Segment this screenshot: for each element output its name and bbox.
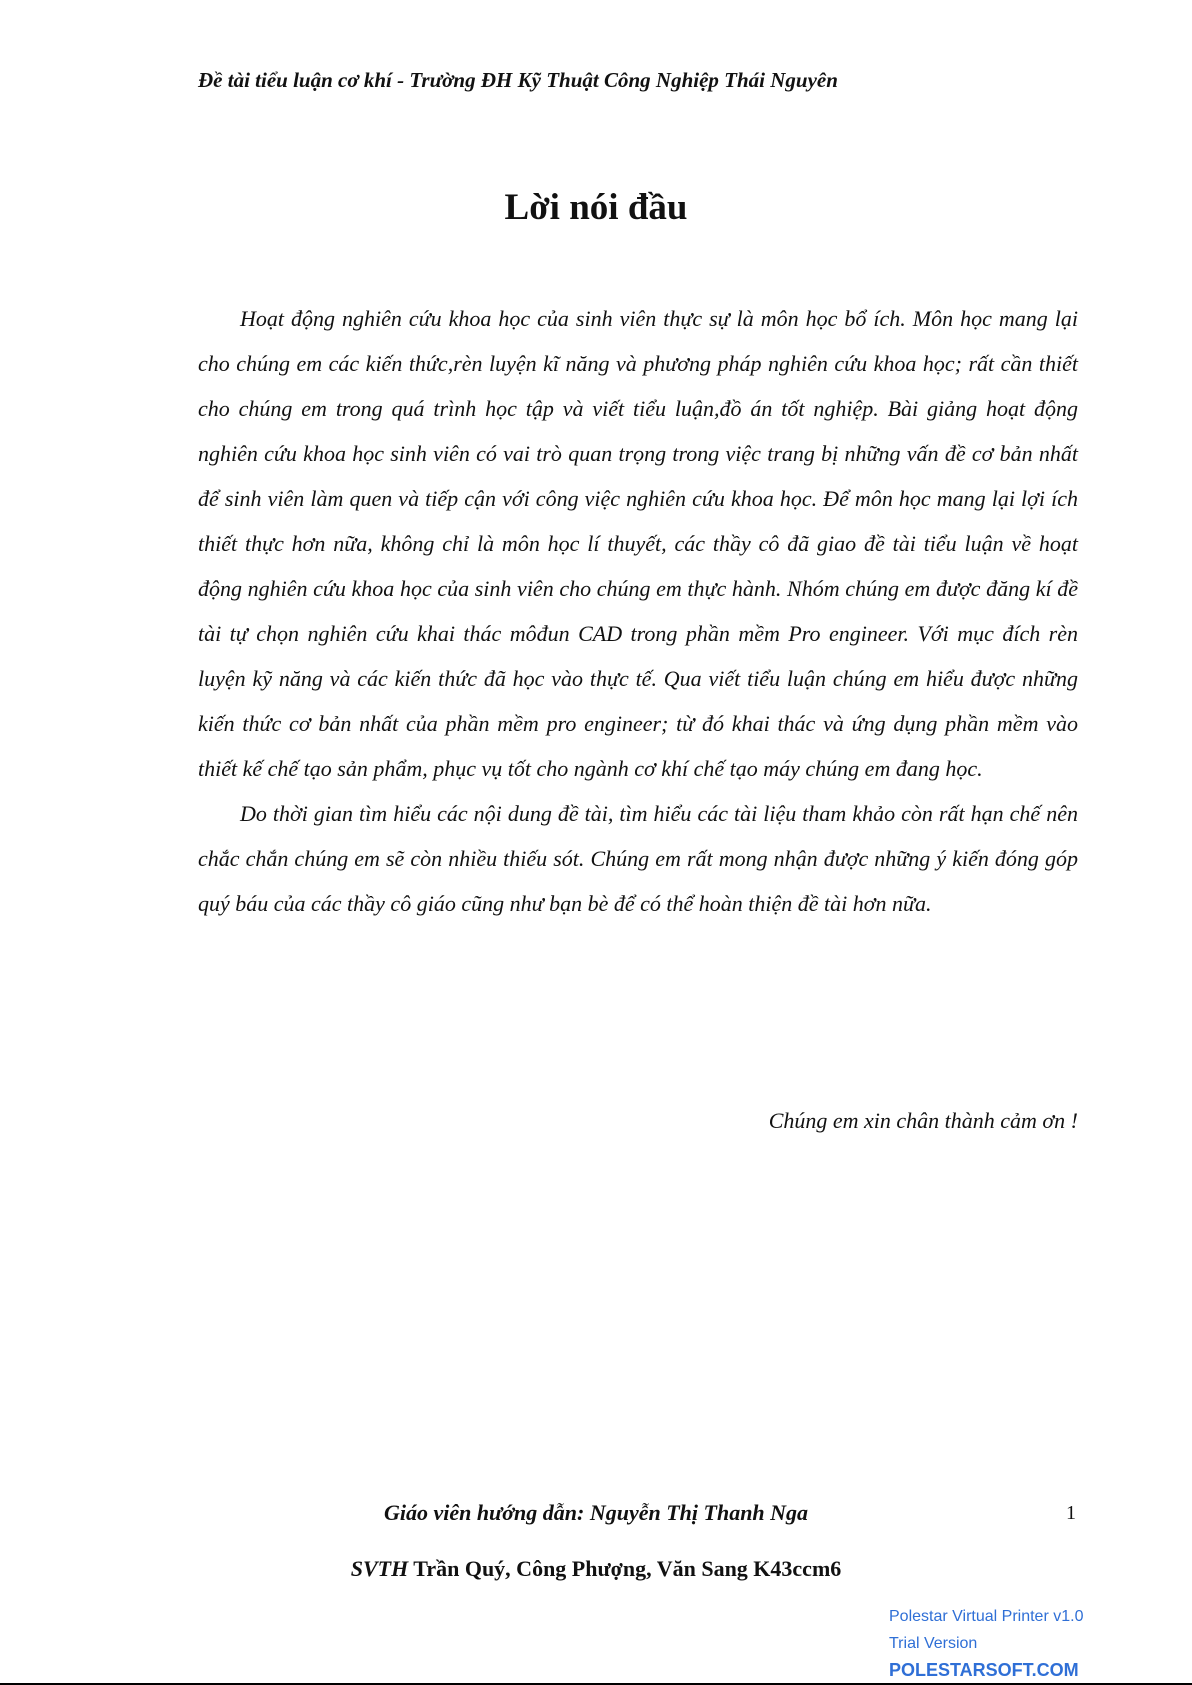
paragraph-1: Hoạt động nghiên cứu khoa học của sinh viên thực sự là môn học bổ ích. Môn học mang lại cho chúng em các kiến thức,rèn luyện kĩ năng và phương pháp nghiên cứu khoa học; rất cần thiết cho chúng em trong quá trình học tập và viết tiểu luận,đồ án tốt nghiệp. Bài giảng hoạt động nghiên cứu khoa học sinh viên có vai trò quan trọng trong việc trang bị những vấn đề cơ bản nhất để sinh viên làm quen và tiếp cận với công việc nghiên cứu khoa học. Để môn học mang lại lợi ích thiết thực hơn nữa, không chỉ là môn học lí thuyết, các thầy cô đã giao đề tài tiểu luận về hoạt động nghiên cứu khoa học của sinh viên cho chúng em thực hành. Nhóm chúng em được đăng kí đề tài tự chọn nghiên cứu khai thác môđun CAD trong phần mềm Pro engineer. Với mục đích rèn luyện kỹ năng và các kiến thức đã học vào thực tế. Qua viết tiểu luận chúng em hiểu được những kiến thức cơ bản nhất của phần mềm pro engineer; từ đó khai thác và ứng dụng phần mềm vào thiết kế chế tạo sản phẩm, phục vụ tốt cho ngành cơ khí chế tạo máy chúng em đang học. (198, 306, 1078, 781)
paragraph-2: Do thời gian tìm hiểu các nội dung đề tài, tìm hiểu các tài liệu tham khảo còn rất hạn chế nên chắc chắn chúng em sẽ còn nhiều thiếu sót. Chúng em rất mong nhận được những ý kiến đóng góp quý báu của các thầy cô giáo cũng như bạn bè để có thể hoàn thiện đề tài hơn nữa. (198, 801, 1078, 916)
advisor-name: Nguyễn Thị Thanh Nga (589, 1500, 809, 1525)
page-number: 1 (1066, 1502, 1076, 1524)
advisor-label: Giáo viên hướng dẫn: (383, 1500, 585, 1525)
closing-line: Chúng em xin chân thành cảm ơn ! (768, 1108, 1078, 1133)
printer-watermark (889, 1603, 1083, 1684)
running-header: Đề tài tiểu luận cơ khí - Trường ĐH Kỹ Thuật Công Nghiệp Thái Nguyên (198, 68, 838, 92)
footer-advisor (0, 1500, 1192, 1526)
watermark-line-2: Trial Version (889, 1635, 978, 1652)
svth-label: SVTH (350, 1556, 409, 1581)
student-names: Trần Quý, Công Phượng, Văn Sang K43ccm6 (413, 1556, 842, 1581)
body-text (198, 296, 1078, 926)
watermark-brand: POLESTARSOFT.COM (889, 1660, 1079, 1680)
watermark-line-1: Polestar Virtual Printer v1.0 (889, 1608, 1084, 1625)
page-title: Lời nói đầu (504, 187, 688, 228)
footer-students (0, 1556, 1192, 1582)
